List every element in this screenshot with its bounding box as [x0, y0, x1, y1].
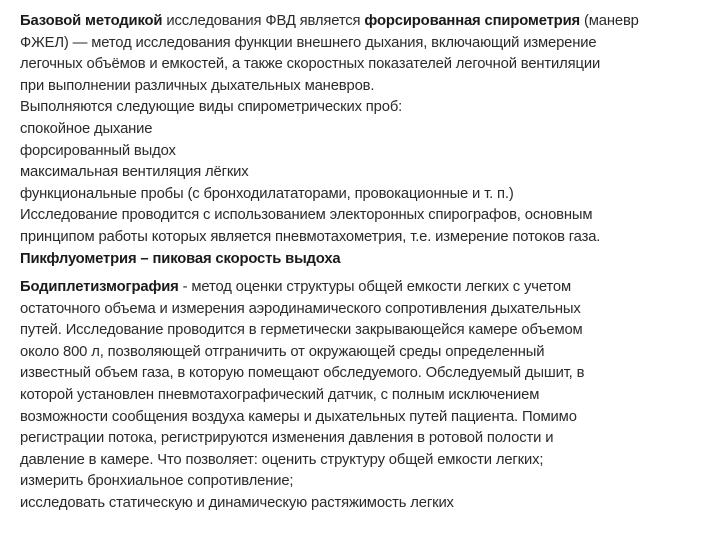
bodypleth-line: исследовать статическую и динамическую растяжимость легких	[20, 494, 454, 511]
bodypleth-line: известный объем газа, в которую помещают обследуемого. Обследуемый дышит, в	[20, 365, 585, 382]
intro-text-1: исследования ФВД является	[162, 13, 365, 29]
text-block-bodyplethysmography	[20, 277, 710, 515]
spirometry-test-item: спокойное дыхание	[20, 120, 153, 137]
bodypleth-line: около 800 л, позволяющей отграничить от окружающей среды определенный	[20, 343, 545, 360]
intro-text-2: (маневр	[580, 13, 639, 29]
bodypleth-title: Бодиплетизмография	[20, 279, 179, 295]
intro-bold-forced-spirometry: форсированная спирометрия	[364, 13, 580, 29]
bodypleth-line-1	[20, 277, 710, 299]
spirometry-test-item: максимальная вентиляция лёгких	[20, 164, 249, 181]
spirometry-line-2: принципом работы которых является пневмотахометрия, т.е. измерение потоков газа.	[20, 228, 601, 245]
bodypleth-line: которой установлен пневмотахографический датчик, с полным исключением	[20, 386, 540, 403]
spirometry-line-1: Исследование проводится с использованием электоронных спирографов, основным	[20, 207, 593, 224]
spirometry-test-item: функциональные пробы (с бронходилататорами, провокационные и т. п.)	[20, 185, 514, 202]
intro-line-4: при выполнении различных дыхательных маневров.	[20, 77, 375, 94]
bodypleth-line: регистрации потока, регистрируются изменения давления в ротовой полости и	[20, 430, 554, 447]
intro-line-1	[20, 11, 710, 33]
intro-bold-method: Базовой методикой	[20, 13, 163, 29]
peakflow-heading: Пикфлуометрия – пиковая скорость выдоха	[20, 250, 341, 267]
intro-line-2: ФЖЕЛ) — метод исследования функции внешнего дыхания, включающий измерение	[20, 34, 597, 51]
intro-line-3: легочных объёмов и емкостей, а также скоростных показателей легочной вентиляции	[20, 56, 601, 73]
bodypleth-line: путей. Исследование проводится в герметически закрывающейся камере объемом	[20, 322, 583, 339]
spirometry-heading: Выполняются следующие виды спирометрических проб:	[20, 99, 403, 116]
bodypleth-line: измерить бронхиальное сопротивление;	[20, 473, 294, 490]
bodypleth-line: давление в камере. Что позволяет: оценить структуру общей емкости легких;	[20, 451, 544, 468]
bodypleth-text-1: - метод оценки структуры общей емкости легких с учетом	[178, 279, 571, 295]
bodypleth-line: остаточного объема и измерения аэродинамического сопротивления дыхательных	[20, 300, 581, 317]
spirometry-test-item: форсированный выдох	[20, 142, 176, 159]
bodypleth-line: возможности сообщения воздуха камеры и дыхательных путей пациента. Помимо	[20, 408, 577, 425]
text-block-spirometry	[20, 11, 710, 270]
